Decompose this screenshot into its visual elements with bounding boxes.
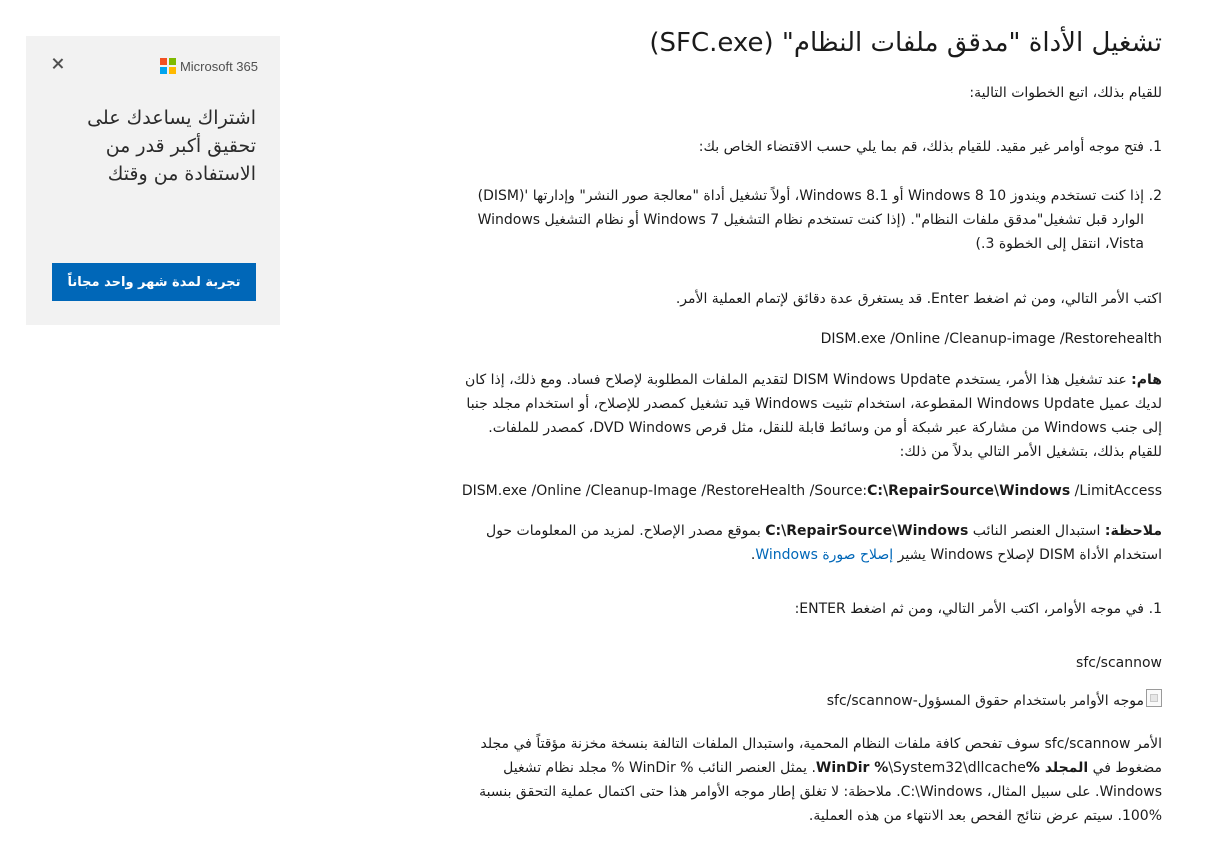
intro-text: للقيام بذلك، اتبع الخطوات التالية: — [969, 85, 1162, 101]
sfc-description-line-2 — [503, 756, 1162, 780]
type-command-instruction: اكتب الأمر التالي، ومن ثم اضغط Enter. قد يستغرق عدة دقائق لإتمام العملية الأمر. — [675, 291, 1162, 307]
repair-windows-image-link[interactable]: إصلاح صورة Windows — [755, 547, 894, 563]
broken-image-icon — [1146, 689, 1162, 707]
command-prefix: DISM.exe /Online /Cleanup-Image /RestoreHealth /Source: — [461, 483, 868, 499]
dism-source-command — [462, 479, 1162, 503]
step-2-line-3: Vista، انتقل إلى الخطوة 3.) — [975, 236, 1144, 252]
important-line-3: إلى جنب Windows من مشاركة عبر شبكة أو من وسائط قابلة للنقل، مثل قرص DVD Windows، كمصدر للملفات. — [488, 420, 1162, 436]
important-label: هام: — [1131, 372, 1162, 388]
image-alt-text: موجه الأوامر باستخدام حقوق المسؤول-sfc/scannow — [826, 693, 1144, 709]
m365-promo-card — [26, 36, 280, 325]
microsoft-logo-icon — [160, 58, 176, 74]
step-number: 2. — [1148, 188, 1162, 204]
step-text: في موجه الأوامر، اكتب الأمر التالي، ومن ثم اضغط ENTER: — [794, 601, 1144, 617]
note-line-1 — [486, 519, 1162, 543]
step-3 — [795, 597, 1162, 621]
step-2-line-1 — [478, 184, 1162, 208]
sfc-description-line-4: 100%. سيتم عرض نتائج الفحص بعد الانتهاء من هذه العملية. — [808, 808, 1162, 824]
sfc-text: \System32\dllcache. يمثل العنصر النائب % WinDir % مجلد نظام تشغيل — [503, 760, 1026, 776]
note-text: بموقع مصدر الإصلاح. لمزيد من المعلومات حول — [486, 523, 766, 539]
step-number: 1. — [1148, 139, 1162, 155]
step-number: 1. — [1148, 601, 1162, 617]
command-source-path: C:\RepairSource\Windows — [867, 483, 1071, 499]
important-line-4: للقيام بذلك، بتشغيل الأمر التالي بدلاً من ذلك: — [899, 444, 1162, 460]
brand-label: Microsoft 365 — [179, 58, 258, 74]
note-text: استخدام الأداة DISM لإصلاح Windows يشير — [893, 547, 1162, 563]
screenshot-image-placeholder — [827, 689, 1162, 713]
page-title: تشغيل الأداة "مدقق ملفات النظام" (SFC.exe) — [649, 28, 1162, 58]
free-trial-button[interactable]: تجربة لمدة شهر واحد مجاناً — [52, 263, 256, 301]
important-text: عند تشغيل هذا الأمر، يستخدم DISM Windows Update لتقديم الملفات المطلوبة لإصلاح فساد. ومع ذلك، إذا كان — [464, 372, 1132, 388]
close-icon[interactable] — [50, 56, 66, 72]
microsoft-365-logo — [160, 58, 258, 74]
step-1 — [699, 135, 1162, 159]
note-path: C:\RepairSource\Windows — [765, 523, 969, 539]
sfc-bold-folder: المجلد % — [1025, 760, 1089, 776]
note-label: ملاحظة: — [1104, 523, 1162, 539]
note-line-2 — [751, 543, 1162, 567]
sfc-description-line-1: الأمر sfc/scannow سوف تفحص كافة ملفات النظام المحمية، واستبدال الملفات التالفة بنسخة مخزنة مؤقتاً في مجلد — [480, 736, 1162, 752]
step-text: إذا كنت تستخدم ويندوز 10 8 Windows أو Windows 8.1، أولاً تشغيل أداة "معالجة صور النشر" وإدارتها '(DISM) — [477, 188, 1144, 204]
step-2-line-2: الوارد قبل تشغيل"مدقق ملفات النظام". (إذا كنت تستخدم نظام التشغيل Windows 7 أو نظام التشغيل Windows — [477, 212, 1144, 228]
command-suffix: /LimitAccess — [1070, 483, 1162, 499]
promo-text: اشتراك يساعدك على تحقيق أكبر قدر من الاستفادة من وقتك — [87, 107, 256, 185]
sfc-text: مضغوط في — [1088, 760, 1162, 776]
sfc-bold-windir: WinDir % — [815, 760, 889, 776]
sfc-command: sfc/scannow — [1076, 655, 1162, 671]
note-text: استبدال العنصر النائب — [968, 523, 1105, 539]
note-text: . — [750, 547, 756, 563]
important-line-1 — [465, 368, 1162, 392]
step-text: فتح موجه أوامر غير مقيد. للقيام بذلك، قم بما يلي حسب الاقتضاء الخاص بك: — [698, 139, 1144, 155]
sfc-description-line-3: Windows. على سبيل المثال، C:\Windows. ملاحظة: لا تغلق إطار موجه الأوامر هذا حتى اكتمال عملية التحقق بنسبة — [479, 784, 1162, 800]
important-line-2: لديك عميل Windows Update المقطوعة، استخدام تثبيت Windows قيد تشغيل كمصدر للإصلاح، أو استخدام مجلد جنبا — [466, 396, 1162, 412]
dism-command: DISM.exe /Online /Cleanup-image /Restorehealth — [820, 331, 1162, 347]
